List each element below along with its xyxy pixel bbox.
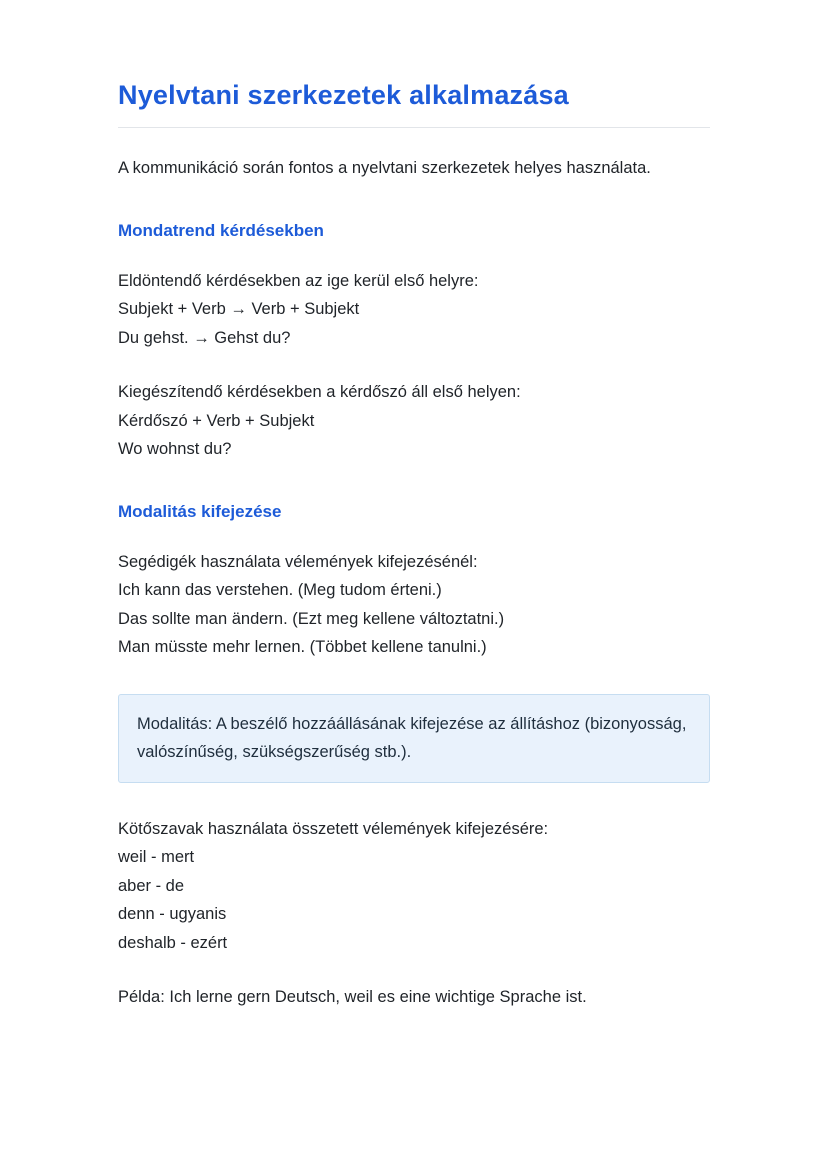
paragraph-line: denn - ugyanis: [118, 905, 227, 923]
paragraph-line: Das sollte man ändern. (Ezt meg kellene változtatni.): [118, 609, 505, 628]
paragraph-line: Wo wohnst du?: [118, 440, 232, 458]
paragraph-line: Eldöntendő kérdésekben az ige kerül első helyre:: [118, 271, 479, 290]
section-heading-word-order: Mondatrend kérdésekben: [118, 220, 324, 240]
paragraph-line: Segédigék használata vélemények kifejezésénél:: [118, 552, 478, 571]
paragraph-yesno-questions: [118, 267, 710, 353]
section-heading-modality: Modalitás kifejezése: [118, 501, 282, 521]
paragraph-line: Ich kann das verstehen. (Meg tudom érteni.): [118, 581, 442, 599]
paragraph-line: Kiegészítendő kérdésekben a kérdőszó áll első helyen:: [118, 383, 521, 401]
paragraph-line: Kérdőszó + Verb + Subjekt: [118, 411, 315, 430]
example-paragraph: Példa: Ich lerne gern Deutsch, weil es eine wichtige Sprache ist.: [118, 988, 587, 1006]
callout-text: Modalitás: A beszélő hozzáállásának kifejezése az állításhoz (bizonyosság, valószínűség, szükségszerűség stb.).: [137, 714, 687, 761]
paragraph-conjunctions: [118, 815, 710, 958]
page-title: Nyelvtani szerkezetek alkalmazása: [118, 80, 569, 110]
paragraph-modal-verbs: [118, 548, 710, 662]
paragraph-line: Subjekt + Verb → Verb + Subjekt: [118, 300, 360, 318]
paragraph-line: Du gehst. → Gehst du?: [118, 328, 291, 347]
callout-box: [118, 694, 710, 783]
paragraph-wh-questions: [118, 378, 710, 464]
paragraph-line: weil - mert: [118, 848, 195, 866]
paragraph-line: Man müsste mehr lernen. (Többet kellene tanulni.): [118, 638, 487, 656]
paragraph-line: aber - de: [118, 876, 185, 895]
paragraph-line: deshalb - ezért: [118, 933, 228, 952]
paragraph-line: Kötőszavak használata összetett vélemények kifejezésére:: [118, 819, 549, 838]
intro-paragraph: A kommunikáció során fontos a nyelvtani szerkezetek helyes használata.: [118, 159, 651, 177]
title-divider: [118, 127, 710, 128]
